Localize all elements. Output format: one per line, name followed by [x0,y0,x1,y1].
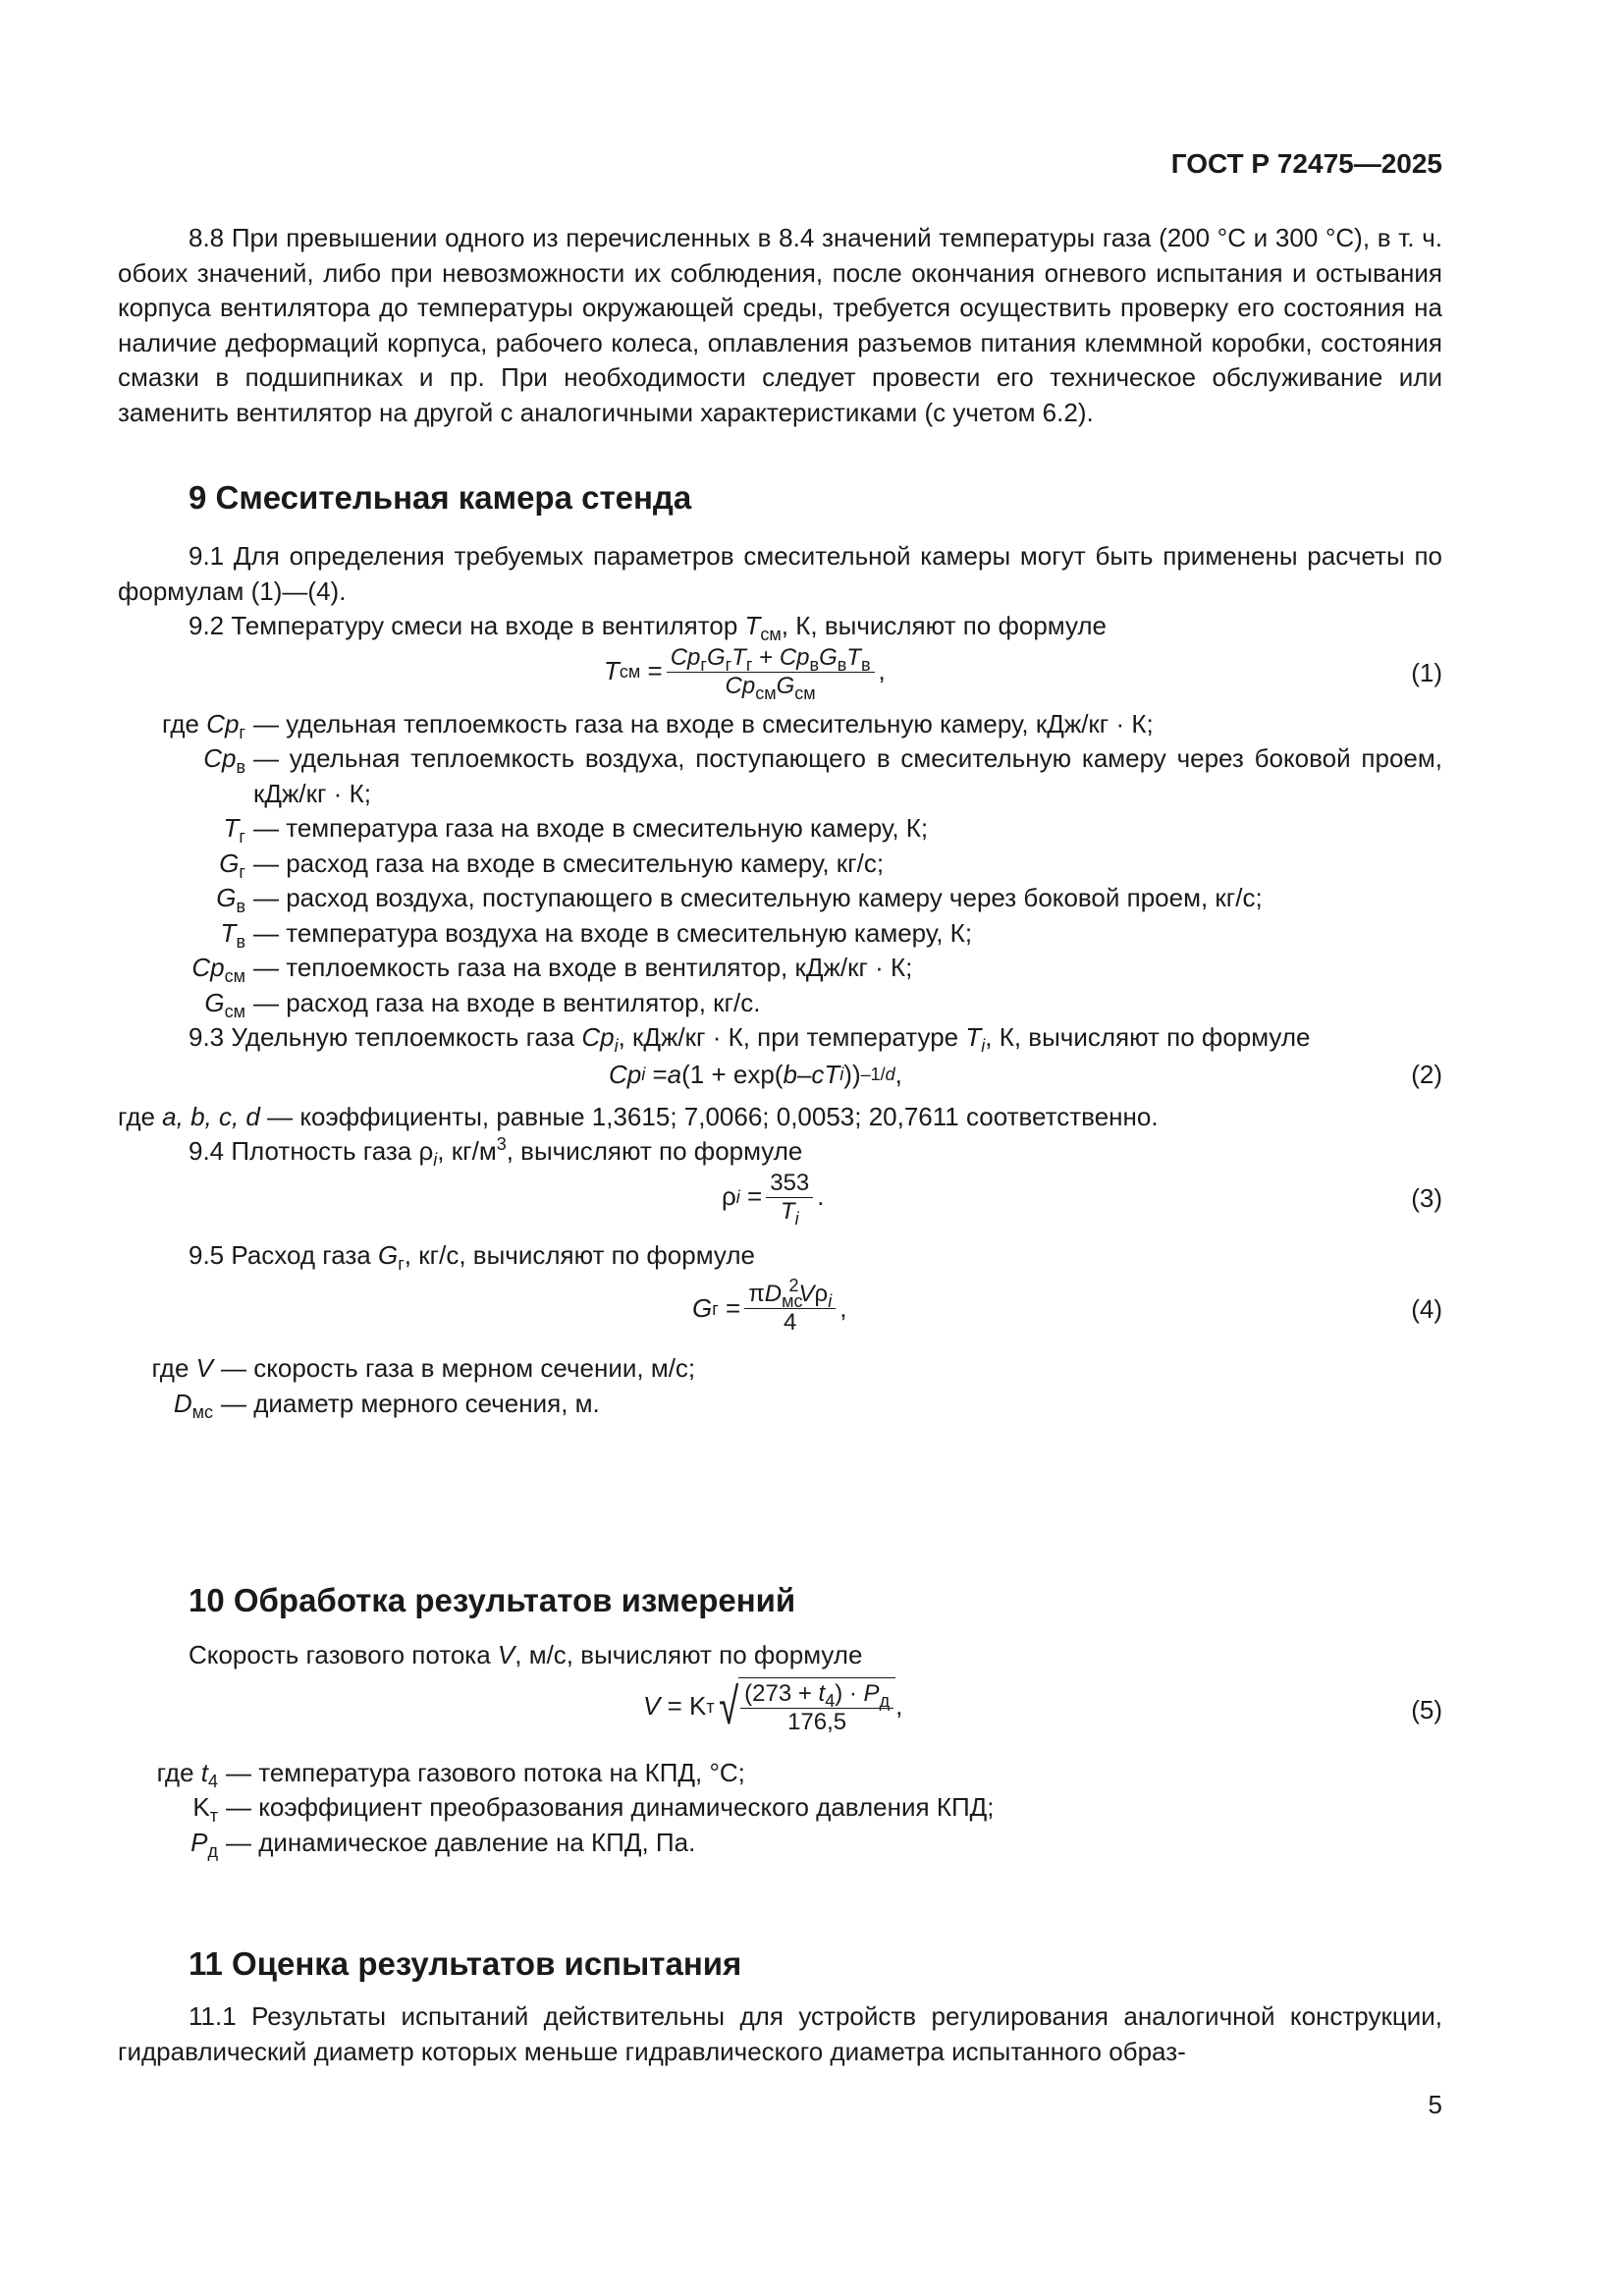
def-text: — динамическое давление на КПД, Па. [226,1827,696,1857]
def-symbol: $T_в$ [220,917,245,952]
def-symbol: $G_в$ [216,883,245,916]
def-symbol: $Cp_в$ [203,743,245,777]
equation-5 [118,1677,1442,1752]
def-text: — расход газа на входе в смесительную камеру, кг/с; [253,847,885,878]
equation-5-number: (5) [1411,1694,1442,1724]
def-text: — коэффициент преобразования динамического давления КПД; [226,1792,995,1822]
formula-5: V = K т √ $\frac{(273 + t_4) \cdot P_д}{176,5}$ , [643,1677,903,1735]
section-11 [118,1944,1442,2069]
def-text: — расход газа на входе в вентилятор, кг/с. [253,987,761,1017]
def-text: — удельная теплоемкость газа на входе в смесительную камеру, кДж/кг · К; [253,708,1154,738]
def-text: — температура воздуха на входе в смесительную камеру, К; [253,917,973,948]
def-symbol: где $t_4$ [156,1757,218,1791]
equation-4 [118,1276,1442,1351]
def-symbol: $T_г$ [223,813,245,847]
formula-1: T см = $\frac{Cp_гG_гT_г + Cp_вG_вT_в}{Cp_{см}G_{см}}$ , [604,643,886,703]
section-10-title: 10 Обработка результатов измерений [189,1582,796,1618]
def-symbol: $G_{см}$ [204,987,245,1021]
formula-4: G г = $\frac{\pi D_{мс}^2V\rho_i}{4}$ , [692,1276,847,1336]
section-9-title: 9 Смесительная камера стенда [189,479,692,516]
formula-2: Cp i = a (1 + exp( b – cT i )) –1/d , [609,1059,902,1089]
def-text: — удельная теплоемкость воздуха, поступающего в смесительную камеру через боковой проем, кДж/кг · К; [253,743,1442,808]
paragraph-9-5: 9.5 Расход газа $G_г$, кг/с, вычисляют по формуле [189,1239,755,1274]
paragraph-9-1: 9.1 Для определения требуемых параметров смесительной камеры могут быть применены расчеты по формулам (1)—(4). [118,541,1442,606]
def-symbol: $G_г$ [219,847,245,882]
equation-1 [118,644,1442,707]
equation-2-number: (2) [1411,1059,1442,1089]
paragraph-10-intro: Скорость газового потока V, м/с, вычисляют по формуле [189,1640,863,1669]
paragraph-9-2: 9.2 Температуру смеси на входе в вентилятор $T_{см}$, К, вычисляют по формуле [189,611,1108,644]
def-symbol: $Cp_{см}$ [191,953,245,986]
page-number: 5 [1428,2090,1442,2119]
definitions-eq1 [118,707,1442,1021]
def-text: — температура газа на входе в смесительную камеру, К; [253,813,929,843]
paragraph-9-3: 9.3 Удельную теплоемкость газа $Cp_i$, кДж/кг · К, при температуре $T_i$, К, вычисляют по формуле [189,1022,1311,1056]
def-symbol: $P_д$ [190,1827,218,1861]
paragraph-11-1: 11.1 Результаты испытаний действительны для устройств регулирования аналогичной конструкции, гидравлический диаметр которых меньше гидравлического диаметра испытанного образ- [118,2001,1442,2066]
paragraph-9-4: 9.4 Плотность газа $\rho_i$, $кг/м^3$, вычисляют по формуле [189,1134,803,1170]
def-text: — температура газового потока на КПД, °С; [226,1757,745,1787]
def-text: — расход воздуха, поступающего в смесительную камеру через боковой проем, кг/с; [253,883,1263,912]
equation-3-number: (3) [1411,1182,1442,1213]
def-symbol: где $Cp_г$ [162,708,245,742]
section-11-title: 11 Оценка результатов испытания [189,1945,742,1982]
equation-3 [118,1170,1442,1232]
def-text: — диаметр мерного сечения, м. [221,1388,600,1418]
paragraph-8-8-block [118,221,1442,430]
equation-2 [118,1056,1442,1095]
def-symbol: $D_{мс}$ [173,1388,213,1422]
equation-4-number: (4) [1411,1294,1442,1324]
equation-1-number: (1) [1411,657,1442,687]
def-text: — скорость газа в мерном сечении, м/с; [221,1353,696,1383]
paragraph-8-8: 8.8 При превышении одного из перечисленных в 8.4 значений температуры газа (200 °С и 300 °С), в т. ч. обоих значений, либо при невозможности их соблюдения, после окончания огневого испытания и остывания корпуса вентилятора до температуры окружающей среды, требуется осуществить проверку его состояния на наличие деформаций корпуса, рабочего колеса, оплавления разъемов питания клеммной коробки, состояния смазки в подшипниках и пр. При необходимости следует провести его техническое обслуживание или заменить вентилятор на другой с аналогичными характеристиками (с учетом 6.2). [118,223,1442,427]
def-text: — теплоемкость газа на входе в вентилятор, кДж/кг · К; [253,953,913,982]
def-symbol: $K_т$ [192,1792,218,1826]
section-10 [118,1581,1442,1860]
standard-header: ГОСТ Р 72475—2025 [1170,148,1442,179]
formula-3: ρ i = $\frac{353}{T_i}$ . [722,1169,825,1229]
definitions-eq4 [118,1351,1442,1421]
section-9 [118,478,1442,1421]
definitions-eq5 [118,1756,1442,1861]
definition-eq2: где a, b, c, d — коэффициенты, равные 1,3615; 7,0066; 0,0053; 20,7611 соответственно. [118,1101,1159,1131]
def-symbol: где V [151,1353,213,1383]
